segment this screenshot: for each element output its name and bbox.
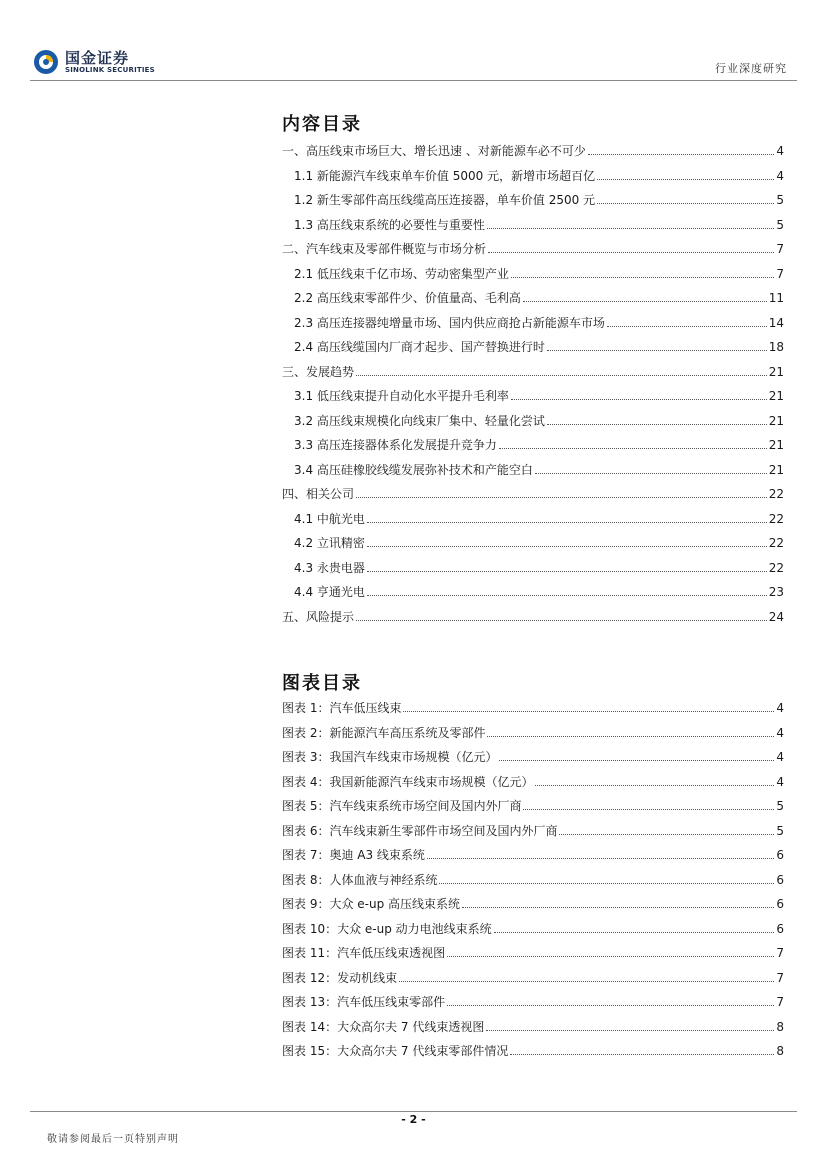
toc-entry[interactable] xyxy=(282,559,784,584)
toc-entry-page: 7 xyxy=(776,970,784,985)
dot-leader xyxy=(367,571,767,572)
toc-entry[interactable] xyxy=(282,461,784,486)
toc-entry-page: 24 xyxy=(768,609,784,624)
toc-entry-page: 18 xyxy=(768,340,784,354)
dot-leader xyxy=(597,179,774,180)
dot-leader xyxy=(510,1054,774,1055)
dot-leader xyxy=(487,228,774,229)
toc-entry-page: 23 xyxy=(768,585,784,599)
toc-entry-page: 11 xyxy=(768,291,784,305)
toc-entry[interactable] xyxy=(282,363,784,388)
toc-entry-page: 7 xyxy=(776,242,784,256)
toc-entry-title: 1.3 高压线束系统的必要性与重要性 xyxy=(294,217,485,232)
toc-entry-title: 图表 3：我国汽车线束市场规模（亿元） xyxy=(282,750,498,764)
dot-leader xyxy=(607,326,767,327)
toc-entry[interactable] xyxy=(282,289,784,314)
toc-entry-page: 4 xyxy=(776,144,784,158)
toc-entry-title: 2.3 高压连接器纯增量市场、国内供应商抢占新能源车市场 xyxy=(294,315,605,330)
toc-entry[interactable] xyxy=(282,944,784,969)
toc-entry-title: 2.2 高压线束零部件少、价值量高、毛利高 xyxy=(294,291,521,305)
dot-leader xyxy=(499,760,774,761)
toc-entry-title: 1.1 新能源汽车线束单车价值 5000 元，新增市场超百亿 xyxy=(294,168,596,183)
dot-leader xyxy=(547,350,767,351)
toc-entry-title: 图表 8：人体血液与神经系统 xyxy=(282,872,438,887)
toc-entry[interactable] xyxy=(282,773,784,798)
toc-entry-page: 22 xyxy=(768,487,784,501)
dot-leader xyxy=(535,473,767,474)
toc-entry-page: 21 xyxy=(768,462,784,477)
toc-entry-title: 一、高压线束市场巨大、增长迅速 、对新能源车必不可少 xyxy=(282,144,586,158)
dot-leader xyxy=(487,736,774,737)
toc-entry[interactable] xyxy=(282,583,784,608)
toc-entry-page: 4 xyxy=(776,701,784,715)
toc-entry[interactable] xyxy=(282,846,784,871)
toc-entry-page: 5 xyxy=(776,217,784,232)
toc-entry-page: 4 xyxy=(776,750,784,764)
page-number: - 2 - xyxy=(401,1113,426,1126)
figures-toc-title: 图表目录 xyxy=(282,673,362,694)
figures-toc-list xyxy=(282,699,784,1067)
toc-entry-title: 图表 14：大众高尔夫 7 代线束透视图 xyxy=(282,1019,485,1034)
toc-entry-title: 3.1 低压线束提升自动化水平提升毛利率 xyxy=(294,389,509,403)
toc-entry[interactable] xyxy=(282,895,784,920)
toc-entry-title: 3.3 高压连接器体系化发展提升竞争力 xyxy=(294,438,497,452)
header-divider xyxy=(30,80,797,81)
toc-entry-title: 图表 1：汽车低压线束 xyxy=(282,701,402,715)
toc-entry-page: 21 xyxy=(768,438,784,452)
toc-entry-title: 图表 12：发动机线束 xyxy=(282,970,398,985)
dot-leader xyxy=(523,809,774,810)
dot-leader xyxy=(597,203,774,204)
toc-entry-title: 图表 4：我国新能源汽车线束市场规模（亿元） xyxy=(282,774,534,789)
toc-entry[interactable] xyxy=(282,920,784,945)
toc-entry[interactable] xyxy=(282,724,784,749)
toc-entry-title: 图表 7：奥迪 A3 线束系统 xyxy=(282,848,425,862)
toc-entry-title: 图表 6：汽车线束新生零部件市场空间及国内外厂商 xyxy=(282,823,558,838)
dot-leader xyxy=(399,981,774,982)
toc-entry[interactable] xyxy=(282,216,784,241)
dot-leader xyxy=(427,858,774,859)
toc-entry[interactable] xyxy=(282,485,784,510)
toc-entry-title: 四、相关公司 xyxy=(282,487,355,501)
toc-entry[interactable] xyxy=(282,1042,784,1067)
toc-entry-title: 3.2 高压线束规模化向线束厂集中、轻量化尝试 xyxy=(294,413,545,428)
disclaimer-text: 敬请参阅最后一页特别声明 xyxy=(47,1134,179,1145)
toc-entry-title: 4.4 亨通光电 xyxy=(294,585,365,599)
dot-leader xyxy=(499,448,767,449)
dot-leader xyxy=(367,522,767,523)
toc-entry-title: 4.3 永贵电器 xyxy=(294,560,365,575)
toc-entry[interactable] xyxy=(282,993,784,1018)
toc-entry[interactable] xyxy=(282,314,784,339)
toc-entry-page: 8 xyxy=(776,1044,784,1058)
toc-list xyxy=(282,142,784,632)
toc-entry-page: 22 xyxy=(768,511,784,526)
toc-title: 内容目录 xyxy=(282,114,362,135)
toc-entry-title: 五、风险提示 xyxy=(282,609,355,624)
logo-icon xyxy=(33,49,59,75)
toc-entry-page: 22 xyxy=(768,560,784,575)
toc-entry[interactable] xyxy=(282,265,784,290)
toc-entry-title: 图表 15：大众高尔夫 7 代线束零部件情况 xyxy=(282,1044,509,1058)
toc-entry-page: 4 xyxy=(776,774,784,789)
logo-chinese-name: 国金证券 xyxy=(65,49,130,67)
dot-leader xyxy=(547,424,767,425)
dot-leader xyxy=(486,1030,774,1031)
toc-entry[interactable] xyxy=(282,969,784,994)
dot-leader xyxy=(356,620,767,621)
toc-entry[interactable] xyxy=(282,436,784,461)
company-logo xyxy=(33,47,155,79)
toc-entry[interactable] xyxy=(282,699,784,724)
dot-leader xyxy=(488,252,774,253)
toc-entry-page: 14 xyxy=(768,315,784,330)
logo-english-name: SINOLINK SECURITIES xyxy=(65,66,155,74)
toc-entry-title: 2.1 低压线束千亿市场、劳动密集型产业 xyxy=(294,266,509,281)
dot-leader xyxy=(588,154,775,155)
toc-entry-page: 4 xyxy=(776,168,784,183)
dot-leader xyxy=(523,301,767,302)
toc-entry[interactable] xyxy=(282,142,784,167)
toc-entry[interactable] xyxy=(282,338,784,363)
dot-leader xyxy=(511,277,774,278)
toc-entry-page: 6 xyxy=(776,848,784,862)
toc-entry[interactable] xyxy=(282,608,784,633)
dot-leader xyxy=(439,883,774,884)
dot-leader xyxy=(356,375,767,376)
dot-leader xyxy=(494,932,775,933)
toc-entry-title: 图表 2：新能源汽车高压系统及零部件 xyxy=(282,725,486,740)
toc-entry[interactable] xyxy=(282,240,784,265)
report-type-label: 行业深度研究 xyxy=(715,62,787,75)
toc-entry-page: 5 xyxy=(776,193,784,207)
toc-entry-title: 图表 5：汽车线束系统市场空间及国内外厂商 xyxy=(282,799,522,813)
toc-entry-page: 4 xyxy=(776,725,784,740)
toc-entry-page: 6 xyxy=(776,897,784,911)
toc-entry-page: 6 xyxy=(776,872,784,887)
toc-entry-title: 图表 13：汽车低压线束零部件 xyxy=(282,995,446,1009)
toc-entry-title: 图表 9：大众 e-up 高压线束系统 xyxy=(282,897,461,911)
toc-entry-title: 4.1 中航光电 xyxy=(294,511,365,526)
toc-entry[interactable] xyxy=(282,797,784,822)
toc-entry[interactable] xyxy=(282,822,784,847)
dot-leader xyxy=(511,399,767,400)
toc-entry-page: 5 xyxy=(776,823,784,838)
footer-divider xyxy=(30,1111,797,1112)
toc-entry-page: 8 xyxy=(776,1019,784,1034)
dot-leader xyxy=(367,595,767,596)
toc-entry-title: 二、汽车线束及零部件概览与市场分析 xyxy=(282,242,487,256)
toc-entry[interactable] xyxy=(282,1018,784,1043)
toc-entry[interactable] xyxy=(282,387,784,412)
toc-entry-title: 2.4 高压线缆国内厂商才起步、国产替换进行时 xyxy=(294,340,545,354)
toc-entry[interactable] xyxy=(282,191,784,216)
toc-entry[interactable] xyxy=(282,871,784,896)
toc-entry-page: 7 xyxy=(776,946,784,960)
dot-leader xyxy=(447,1005,774,1006)
toc-entry-title: 图表 10：大众 e-up 动力电池线束系统 xyxy=(282,921,492,936)
toc-entry-page: 22 xyxy=(768,536,784,550)
toc-entry[interactable] xyxy=(282,534,784,559)
toc-entry[interactable] xyxy=(282,412,784,437)
toc-entry-page: 7 xyxy=(776,995,784,1009)
toc-entry-page: 21 xyxy=(768,389,784,403)
dot-leader xyxy=(559,834,774,835)
toc-entry-title: 图表 11：汽车低压线束透视图 xyxy=(282,946,446,960)
toc-entry-page: 7 xyxy=(776,266,784,281)
toc-entry-title: 三、发展趋势 xyxy=(282,364,355,379)
dot-leader xyxy=(447,956,774,957)
toc-entry-page: 5 xyxy=(776,799,784,813)
toc-entry[interactable] xyxy=(282,167,784,192)
toc-entry[interactable] xyxy=(282,510,784,535)
dot-leader xyxy=(356,497,767,498)
toc-entry-title: 4.2 立讯精密 xyxy=(294,536,365,550)
toc-entry[interactable] xyxy=(282,748,784,773)
dot-leader xyxy=(462,907,774,908)
toc-entry-page: 21 xyxy=(768,364,784,379)
dot-leader xyxy=(367,546,767,547)
toc-entry-title: 3.4 高压硅橡胶线缆发展弥补技术和产能空白 xyxy=(294,462,533,477)
toc-entry-page: 21 xyxy=(768,413,784,428)
dot-leader xyxy=(535,785,774,786)
page-header xyxy=(0,0,827,82)
toc-entry-title: 1.2 新生零部件高压线缆高压连接器，单车价值 2500 元 xyxy=(294,193,596,207)
dot-leader xyxy=(403,711,774,712)
toc-entry-page: 6 xyxy=(776,921,784,936)
